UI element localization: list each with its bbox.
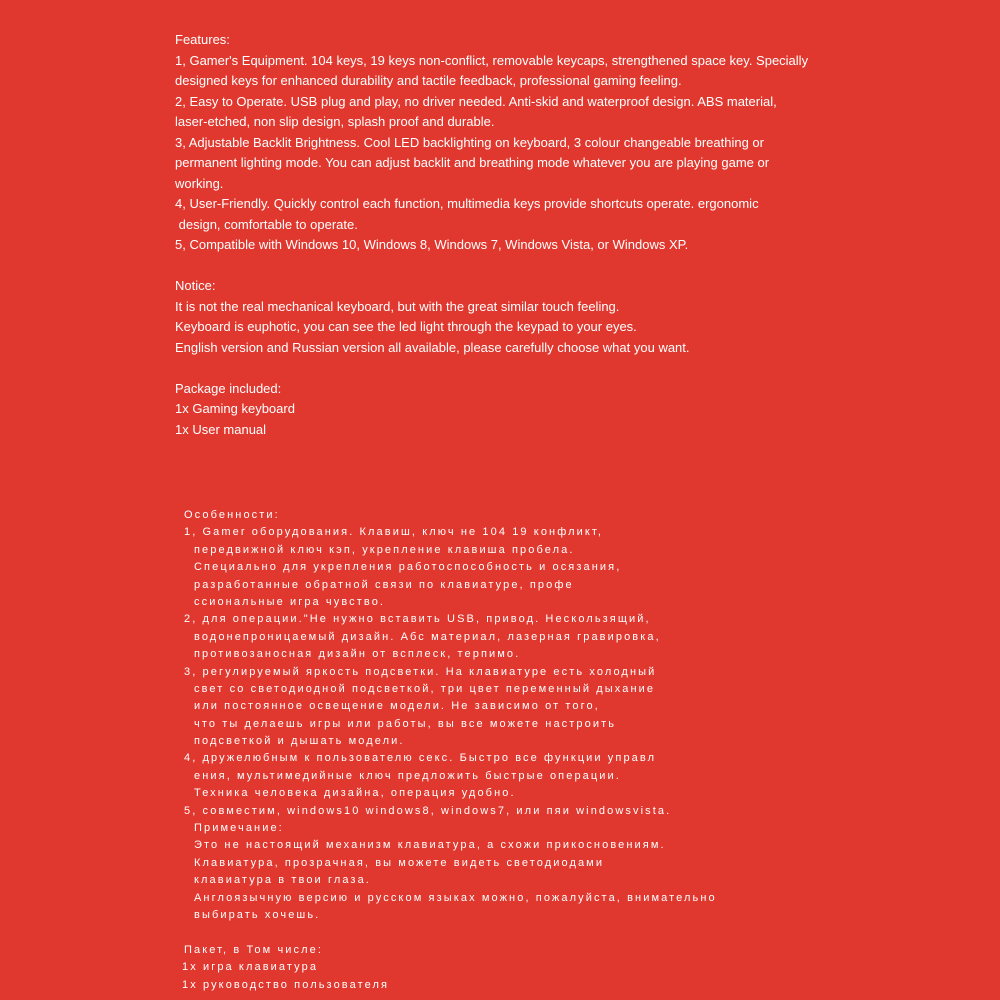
ru-feature-line: что ты делаешь игры или работы, вы все можете настроить (194, 717, 617, 730)
ru-feature-line: Техника человека дизайна, операция удобно. (194, 787, 516, 800)
ru-feature-line: ссиональные игра чувство. (194, 595, 386, 608)
feature-line: 4, User-Friendly. Quickly control each function, multimedia keys provide shortcuts operate. ergonomic (175, 196, 759, 211)
feature-line: permanent lighting mode. You can adjust backlit and breathing mode whatever you are playing game or (175, 155, 770, 170)
notice-heading: Notice: (175, 278, 216, 293)
ru-notice-line: выбирать хочешь. (194, 908, 321, 921)
spacer (184, 924, 984, 941)
feature-line: 5, Compatible with Windows 10, Windows 8, Windows 7, Windows Vista, or Windows XP. (175, 237, 689, 252)
ru-feature-line: 1, Gamer оборудования. Клавиш, ключ не 104 19 конфликт, (184, 526, 604, 539)
ru-package-heading: Пакет, в Том числе: (184, 943, 324, 956)
package-item: 1x Gaming keyboard (175, 401, 295, 416)
ru-feature-line: разработанные обратной связи по клавиатуре, профе (194, 578, 574, 591)
notice-line: English version and Russian version all available, please carefully choose what you want. (175, 339, 690, 355)
ru-feature-line: ения, мультимедийные ключ предложить быстрые операции. (194, 769, 621, 782)
ru-feature-line: передвижной ключ кэп, укрепление клавиша пробела. (194, 543, 575, 556)
notice-line: Keyboard is euphotic, you can see the led light through the keypad to your eyes. (175, 319, 637, 334)
feature-line: designed keys for enhanced durability and tactile feedback, professional gaming feeling. (175, 73, 682, 88)
ru-feature-line: противозаносная дизайн от всплеск, терпимо. (194, 648, 521, 661)
ru-notice-line: Это не настоящий механизм клавиатура, а схожи прикосновениям. (194, 839, 666, 852)
package-heading: Package included: (175, 380, 282, 396)
ru-package-item: 1х руководство пользователя (182, 978, 390, 991)
ru-feature-line: 4, дружелюбным к пользователю секс. Быстро все функции управл (184, 752, 657, 765)
feature-line: 3, Adjustable Backlit Brightness. Cool LED backlighting on keyboard, 3 colour changeable breathing or (175, 134, 764, 150)
spacer (175, 358, 975, 379)
feature-line: working. (175, 175, 224, 191)
ru-notice-line: клавиатура в твои глаза. (194, 874, 371, 887)
feature-line: laser-etched, non slip design, splash proof and durable. (175, 114, 495, 129)
feature-line: 2, Easy to Operate. USB plug and play, no driver needed. Anti-skid and waterproof design. ABS material, (175, 93, 777, 109)
spacer (175, 256, 975, 277)
feature-line: design, comfortable to operate. (175, 216, 358, 232)
ru-feature-line: водонепроницаемый дизайн. Абс материал, лазерная гравировка, (194, 630, 661, 643)
ru-features-heading: Особенности: (184, 509, 280, 521)
english-description (175, 30, 975, 440)
notice-line: It is not the real mechanical keyboard, but with the great similar touch feeling. (175, 298, 620, 314)
ru-feature-line: 2, для операции."Не нужно вставить USB, привод. Нескользящий, (184, 613, 651, 626)
ru-feature-line: или постоянное освещение модели. Не зависимо от того, (194, 700, 600, 713)
ru-feature-line: 3, регулируемый яркость подсветки. На клавиатуре есть холодный (184, 665, 657, 678)
ru-feature-line: Специально для укрепления работоспособность и осязания, (194, 561, 622, 574)
package-item: 1x User manual (175, 421, 267, 437)
ru-feature-line: подсветкой и дышать модели. (194, 735, 405, 748)
ru-notice-heading: Примечание: (194, 822, 284, 835)
ru-feature-line: свет со светодиодной подсветкой, три цвет переменный дыхание (194, 682, 656, 695)
ru-package-item: 1х игра клавиатура (182, 961, 319, 974)
features-heading: Features: (175, 32, 230, 47)
ru-notice-line: Клавиатура, прозрачная, вы можете видеть светодиодами (194, 856, 605, 869)
ru-feature-line: 5, совместим, windows10 windows8, windows7, или пяи windowsvista. (184, 804, 672, 817)
ru-notice-line: Англоязычную версию и русском языках можно, пожалуйста, внимательно (194, 891, 717, 904)
russian-description (184, 507, 984, 994)
feature-line: 1, Gamer's Equipment. 104 keys, 19 keys non-conflict, removable keycaps, strengthened space key. Specially (175, 52, 809, 68)
